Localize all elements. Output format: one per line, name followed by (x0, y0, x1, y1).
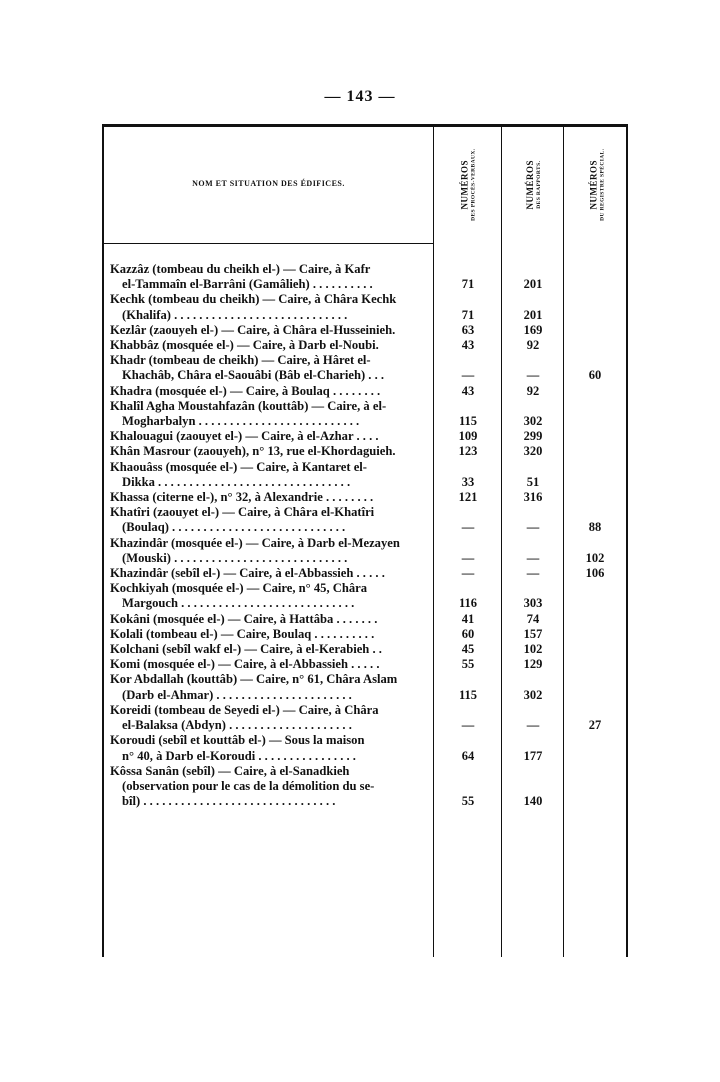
edifice-name: Komi (mosquée el-) — Caire, à el-Abbassieh . . . . . (110, 657, 380, 672)
edifice-name: Khadr (tombeau de cheikh) — Caire, à Hâret el- Khachâb, Châra el-Saouâbi (Bâb el-Charieh) . . . (110, 353, 385, 383)
cell-rapports: 302 (523, 687, 543, 702)
table-row (110, 536, 630, 566)
cell-rapports: — (526, 566, 540, 581)
edifice-name: Khalouagui (zaouyet el-) — Caire, à el-Azhar . . . . (110, 429, 379, 444)
cell-rapports: 157 (523, 626, 543, 641)
cell-proces-verbaux: 123 (458, 444, 478, 459)
cell-proces-verbaux: 43 (461, 383, 475, 398)
column-header-sub: DES PROCÈS-VERBAUX. (470, 148, 477, 222)
cell-registre: 88 (588, 520, 602, 535)
edifice-name: Khassa (citerne el-), n° 32, à Alexandrie . . . . . . . . (110, 490, 374, 505)
edifice-name: Khatîri (zaouyet el-) — Caire, à Châra el-Khatîri (Boulaq) . . . . . . . . . . . . . . . . . . . . . . . . . . . . (110, 505, 375, 535)
cell-proces-verbaux: 43 (461, 338, 475, 353)
column-header-sub: DU REGISTRE SPÉCIAL. (599, 148, 606, 222)
column-header-proces-verbaux (437, 133, 499, 237)
edifice-name: Koroudi (sebîl et kouttâb el-) — Sous la maison n° 40, à Darb el-Koroudi . . . . . . . . . . . . . . . . (110, 733, 365, 763)
table-row (110, 612, 630, 627)
edifice-name: Kokâni (mosquée el-) — Caire, à Hattâba . . . . . . . (110, 611, 378, 626)
cell-rapports: 316 (523, 490, 543, 505)
cell-rapports: 177 (523, 748, 543, 763)
cell-rapports: — (526, 550, 540, 565)
cell-rapports: 92 (526, 383, 540, 398)
cell-proces-verbaux: 55 (461, 794, 475, 809)
edifice-name: Khalîl Agha Moustahfazân (kouttâb) — Caire, à el- Mogharbalyn . . . . . . . . . . . . . . . . . . . . . . . . . . (110, 398, 387, 429)
cell-rapports: 51 (526, 474, 540, 489)
cell-proces-verbaux: — (461, 520, 475, 535)
page-number: — 143 — (324, 88, 396, 105)
cell-registre: 102 (585, 550, 605, 565)
table-body (110, 262, 630, 809)
cell-rapports: 92 (526, 338, 540, 353)
cell-proces-verbaux: 71 (461, 277, 475, 292)
table-row (110, 353, 630, 383)
column-header-rapports (503, 133, 565, 237)
column-header-main: NUMÉROS (525, 160, 536, 210)
cell-rapports: 201 (523, 277, 543, 292)
table-row (110, 384, 630, 399)
cell-proces-verbaux: — (461, 368, 475, 383)
table-row (110, 733, 630, 763)
edifice-name: Khân Masrour (zaouyeh), n° 13, rue el-Khordaguieh. (110, 444, 396, 459)
cell-proces-verbaux: 115 (458, 687, 478, 702)
cell-rapports: 129 (523, 657, 543, 672)
cell-proces-verbaux: — (461, 718, 475, 733)
cell-registre: 106 (585, 566, 605, 581)
table-row (110, 490, 630, 505)
cell-proces-verbaux: 116 (458, 596, 478, 611)
edifice-name: Khadra (mosquée el-) — Caire, à Boulaq . . . . . . . . (110, 383, 381, 398)
edifice-name: Kolchani (sebîl wakf el-) — Caire, à el-Kerabieh . . (110, 642, 382, 657)
table-row (110, 672, 630, 702)
table-row (110, 399, 630, 429)
cell-proces-verbaux: 115 (458, 414, 478, 429)
edifice-name: Khazindâr (mosquée el-) — Caire, à Darb el-Mezayen (Mouski) . . . . . . . . . . . . . . . . . . . . . . . . . . . . (110, 535, 400, 565)
column-header-main: NUMÉROS (588, 160, 599, 210)
edifice-name: Kezlâr (zaouyeh el-) — Caire, à Châra el-Husseinieh. (110, 322, 396, 337)
table-row (110, 581, 630, 611)
cell-proces-verbaux: 33 (461, 474, 475, 489)
cell-proces-verbaux: — (461, 550, 475, 565)
cell-proces-verbaux: 71 (461, 307, 475, 322)
column-header-sub: DES RAPPORTS. (536, 160, 543, 210)
cell-registre: 27 (588, 718, 602, 733)
edifice-name: Koreidi (tombeau de Seyedi el-) — Caire, à Châra el-Balaksa (Abdyn) . . . . . . . . . . . . . . . . . . . . (110, 702, 379, 733)
cell-proces-verbaux: 60 (461, 626, 475, 641)
cell-rapports: 320 (523, 444, 543, 459)
edifice-name: Khabbâz (mosquée el-) — Caire, à Darb el-Noubi. (110, 338, 379, 353)
table-row (110, 505, 630, 535)
table-row (110, 444, 630, 459)
edifice-name: Kechk (tombeau du cheikh) — Caire, à Châra Kechk (Khalifa) . . . . . . . . . . . . . . . . . . . . . . . . . . . . (110, 292, 397, 322)
table-row (110, 262, 630, 292)
cell-proces-verbaux: 121 (458, 490, 478, 505)
table-row (110, 764, 630, 810)
cell-proces-verbaux: 45 (461, 642, 475, 657)
edifice-name: Kazzâz (tombeau du cheikh el-) — Caire, à Kafr el-Tammaîn el-Barrâni (Gamâlieh) . . . . . . . . . . (110, 262, 373, 292)
column-header-main: NUMÉROS (459, 160, 470, 210)
edifice-name: Kor Abdallah (kouttâb) — Caire, n° 61, Châra Aslam (Darb el-Ahmar) . . . . . . . . . . . . . . . . . . . . . . (110, 672, 398, 702)
cell-rapports: 74 (526, 611, 540, 626)
table-row (110, 657, 630, 672)
table-row (110, 627, 630, 642)
cell-proces-verbaux: — (461, 566, 475, 581)
cell-rapports: 303 (523, 596, 543, 611)
table-row (110, 566, 630, 581)
edifice-name: Kolali (tombeau el-) — Caire, Boulaq . . . . . . . . . . (110, 626, 375, 641)
header-rule (104, 243, 433, 244)
cell-rapports: 201 (523, 307, 543, 322)
cell-rapports: — (526, 520, 540, 535)
table-row (110, 338, 630, 353)
cell-rapports: 169 (523, 322, 543, 337)
cell-proces-verbaux: 55 (461, 657, 475, 672)
edifice-name: Khazindâr (sebîl el-) — Caire, à el-Abbassieh . . . . . (110, 566, 385, 581)
cell-rapports: — (526, 718, 540, 733)
table-row (110, 642, 630, 657)
edifice-name: Kôssa Sanân (sebîl) — Caire, à el-Sanadkieh (observation pour le cas de la démolition du se- bîl) . . . . . . . . . . . . . . . . . . . . . . . . . . . . . . . (110, 763, 375, 809)
edifice-name: Khaouâss (mosquée el-) — Caire, à Kantaret el- Dikka . . . . . . . . . . . . . . . . . . . . . . . . . . . . . . . (110, 459, 367, 489)
cell-registre: 60 (588, 368, 602, 383)
table-row (110, 460, 630, 490)
cell-rapports: — (526, 368, 540, 383)
column-header-name: NOM ET SITUATION DES ÉDIFICES. (192, 179, 345, 188)
cell-rapports: 299 (523, 429, 543, 444)
cell-rapports: 102 (523, 642, 543, 657)
cell-proces-verbaux: 64 (461, 748, 475, 763)
cell-proces-verbaux: 41 (461, 611, 475, 626)
table-row (110, 292, 630, 322)
table-row (110, 703, 630, 733)
table-row (110, 429, 630, 444)
cell-proces-verbaux: 63 (461, 322, 475, 337)
cell-proces-verbaux: 109 (458, 429, 478, 444)
cell-rapports: 302 (523, 414, 543, 429)
cell-rapports: 140 (523, 794, 543, 809)
edifice-name: Kochkiyah (mosquée el-) — Caire, n° 45, Châra Margouch . . . . . . . . . . . . . . . . . . . . . . . . . . . . (110, 581, 368, 611)
table-row (110, 323, 630, 338)
column-header-registre (566, 133, 628, 237)
